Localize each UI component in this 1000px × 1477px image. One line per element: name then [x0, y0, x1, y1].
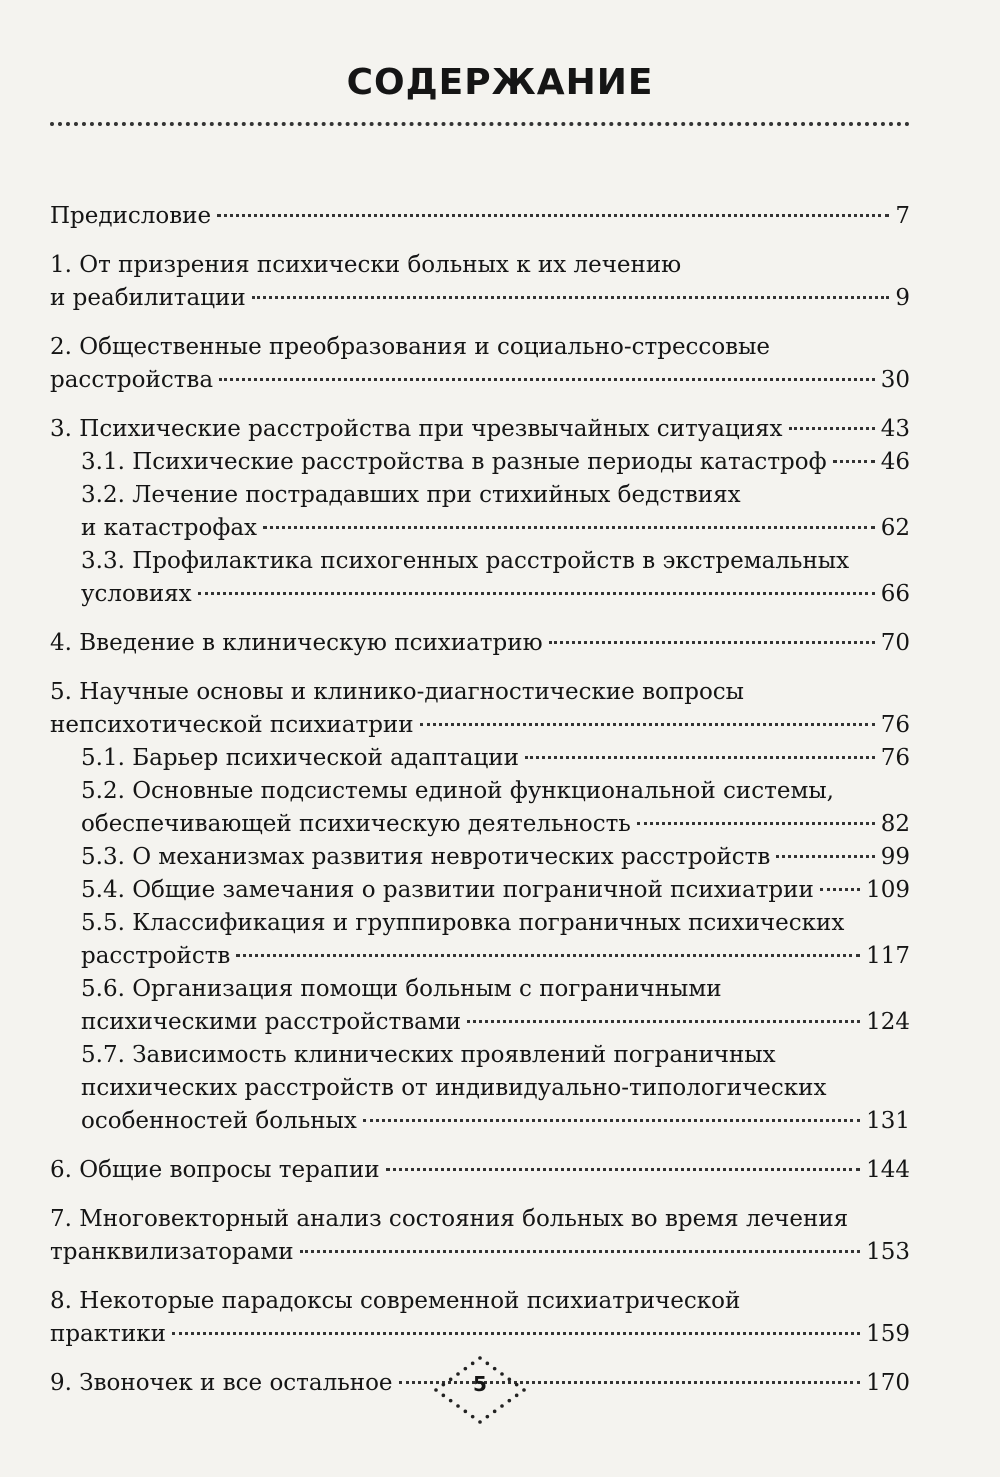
ornament-dot: [471, 1415, 475, 1419]
toc-page-number: 43: [880, 416, 910, 442]
page-number: 5: [473, 1372, 487, 1396]
toc-entry[interactable]: [50, 479, 910, 545]
toc-page-number: 7: [895, 203, 910, 229]
toc-page-number: 131: [866, 1108, 910, 1134]
toc-entry[interactable]: [50, 331, 910, 397]
toc-entry[interactable]: [50, 1285, 910, 1351]
toc-entry-title-line: 3. Психические расстройства при чрезвычайных ситуациях: [50, 416, 783, 442]
dot-leader: [236, 954, 860, 957]
toc-entry-title-line: 3.3. Профилактика психогенных расстройств в экстремальных: [81, 548, 850, 574]
ornament-dot: [471, 1362, 475, 1366]
toc-page-number: 144: [866, 1157, 910, 1183]
toc-entry[interactable]: [50, 907, 910, 973]
ornament-dot: [464, 1367, 468, 1371]
toc-page-number: 46: [880, 449, 910, 475]
toc-entry-title-line: 7. Многовекторный анализ состояния больных во время лечения: [50, 1206, 849, 1232]
dot-leader: [219, 378, 875, 381]
toc-entry-title-line: 5. Научные основы и клинико-диагностические вопросы: [50, 679, 744, 705]
folio-ornament: [430, 1350, 530, 1430]
ornament-dot: [493, 1367, 497, 1371]
toc-page-number: 153: [866, 1239, 910, 1265]
ornament-dot: [464, 1410, 468, 1414]
toc-page-number: 76: [880, 712, 910, 738]
toc-entry-title-line: непсихотической психиатрии: [50, 712, 414, 738]
toc-page-number: 9: [895, 285, 910, 311]
toc-entry-title-line: и катастрофах: [81, 515, 258, 541]
dot-leader: [776, 855, 874, 858]
toc-entry[interactable]: [50, 413, 910, 446]
dot-leader: [637, 822, 875, 825]
toc-entry-title-line: 5.7. Зависимость клинических проявлений пограничных: [81, 1042, 776, 1068]
toc-entry-title-line: обеспечивающей психическую деятельность: [81, 811, 631, 837]
toc-entry-title-line: 5.3. О механизмах развития невротических расстройств: [81, 844, 771, 870]
ornament-dot: [449, 1399, 453, 1403]
ornament-dot: [486, 1415, 490, 1419]
toc-page-number: 170: [866, 1370, 910, 1396]
dot-leader: [217, 214, 889, 217]
ornament-dot: [500, 1404, 504, 1408]
dot-leader: [172, 1332, 860, 1335]
toc-entry[interactable]: [50, 1203, 910, 1269]
ornament-dot: [478, 1420, 482, 1424]
toc-entry-title-line: практики: [50, 1321, 166, 1347]
toc-entry[interactable]: [50, 249, 910, 315]
dot-leader: [833, 460, 875, 463]
dot-leader: [420, 723, 875, 726]
dot-leader: [263, 526, 875, 529]
toc-entry[interactable]: [50, 545, 910, 611]
toc-entry-title-line: 1. От призрения психически больных к их лечению: [50, 252, 682, 278]
toc-page-number: 99: [880, 844, 910, 870]
toc-entry[interactable]: [50, 1154, 910, 1187]
toc-page-number: 66: [880, 581, 910, 607]
table-of-contents: [50, 200, 910, 1400]
dot-leader: [820, 888, 860, 891]
toc-entry-title-line: 5.4. Общие замечания о развитии пограничной психиатрии: [81, 877, 814, 903]
toc-entry-title-line: 5.1. Барьер психической адаптации: [81, 745, 519, 771]
toc-entry-title-line: психическими расстройствами: [81, 1009, 462, 1035]
toc-entry-title-line: 8. Некоторые парадоксы современной психиатрической: [50, 1288, 741, 1314]
title-dotted-rule: [50, 122, 910, 126]
toc-entry-title-line: расстройства: [50, 367, 214, 393]
toc-entry-title-line: 9. Звоночек и все остальное: [50, 1370, 393, 1396]
toc-entry-title-line: 4. Введение в клиническую психиатрию: [50, 630, 543, 656]
toc-page-number: 30: [880, 367, 910, 393]
toc-entry[interactable]: [50, 973, 910, 1039]
toc-entry-title-line: 5.2. Основные подсистемы единой функциональной системы,: [81, 778, 834, 804]
toc-page-number: 82: [880, 811, 910, 837]
ornament-dot: [486, 1362, 490, 1366]
toc-entry[interactable]: [50, 742, 910, 775]
toc-entry-title-line: 5.6. Организация помощи больным с пограничными: [81, 976, 722, 1002]
toc-entry-title-line: 5.5. Классификация и группировка пограничных психических: [81, 910, 845, 936]
dot-leader: [467, 1020, 860, 1023]
toc-entry-title-line: 2. Общественные преобразования и социально-стрессовые: [50, 334, 771, 360]
toc-entry-title-line: и реабилитации: [50, 285, 246, 311]
toc-entry[interactable]: [50, 200, 910, 233]
toc-page-number: 109: [866, 877, 910, 903]
toc-entry[interactable]: [50, 627, 910, 660]
dot-leader: [198, 592, 875, 595]
dot-leader: [789, 427, 875, 430]
dot-leader: [252, 296, 890, 299]
toc-entry[interactable]: [50, 775, 910, 841]
ornament-dot: [478, 1356, 482, 1360]
toc-entry-title-line: особенностей больных: [81, 1108, 357, 1134]
ornament-dot: [493, 1410, 497, 1414]
dot-leader: [363, 1119, 860, 1122]
toc-page-number: 117: [866, 943, 910, 969]
toc-page-number: 76: [880, 745, 910, 771]
toc-entry[interactable]: [50, 841, 910, 874]
toc-entry-title-line: психических расстройств от индивидуально-типологических: [81, 1075, 827, 1101]
toc-page-number: 159: [866, 1321, 910, 1347]
toc-entry-title-line: расстройств: [81, 943, 231, 969]
toc-page-number: 62: [880, 515, 910, 541]
dot-leader: [549, 641, 875, 644]
toc-entry-title-line: условиях: [81, 581, 192, 607]
dot-leader: [525, 756, 875, 759]
dot-leader: [300, 1250, 861, 1253]
toc-page-number: 124: [866, 1009, 910, 1035]
toc-entry-title-line: Предисловие: [50, 203, 212, 229]
toc-entry[interactable]: [50, 874, 910, 907]
toc-entry-title-line: транквилизаторами: [50, 1239, 294, 1265]
dot-leader: [386, 1168, 861, 1171]
toc-entry-title-line: 6. Общие вопросы терапии: [50, 1157, 380, 1183]
page-title: СОДЕРЖАНИЕ: [346, 62, 654, 103]
ornament-dot: [508, 1399, 512, 1403]
toc-entry[interactable]: [50, 1039, 910, 1138]
toc-entry[interactable]: [50, 446, 910, 479]
toc-page-number: 70: [880, 630, 910, 656]
ornament-dot: [456, 1404, 460, 1408]
toc-entry-title-line: 3.2. Лечение пострадавших при стихийных бедствиях: [81, 482, 741, 508]
toc-entry-title-line: 3.1. Психические расстройства в разные периоды катастроф: [81, 449, 827, 475]
toc-entry[interactable]: [50, 676, 910, 742]
